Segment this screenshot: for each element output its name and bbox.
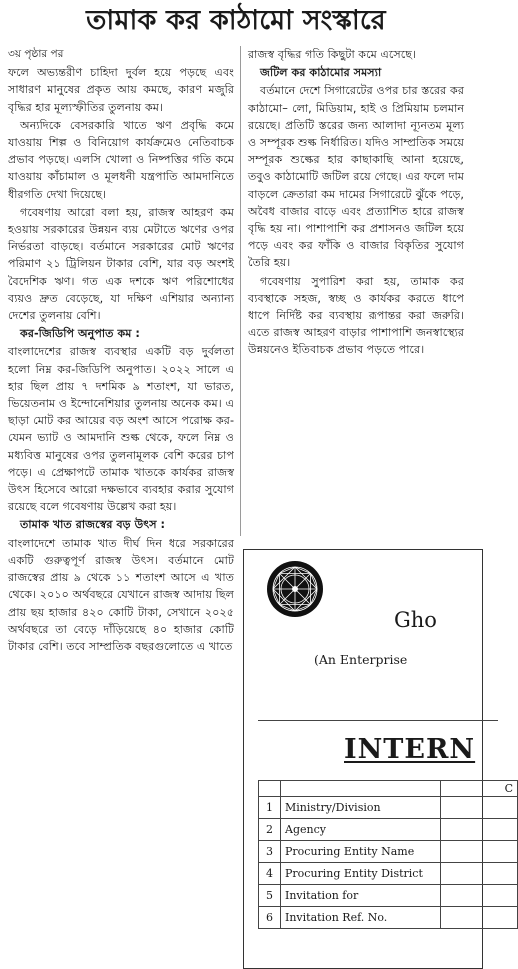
row-label: Invitation for	[281, 885, 441, 907]
row-value	[441, 841, 518, 863]
row-value	[441, 863, 518, 885]
article-paragraph: বাংলাদেশের রাজস্ব ব্যবস্থার একটি বড় দুর্বলতা হলো নিম্ন কর-জিডিপি অনুপাত। ২০২২ সালে এ হার ছিল প্রায় ৭ দশমিক ৯ শতাংশ, যা ভারত, ভিয়েতনাম ও ইন্দোনেশিয়ার তুলনায় অনেক কম। এ ছাড়া মোট কর আয়ের বড় অংশ আসে পরোক্ষ কর- যেমন ভ্যাট ও আমদানি শুল্ক থেকে, ফলে নিম্ন ও মধ্যবিত্ত মানুষের ওপর তুলনামূলক বেশি করের চাপ পড়ে। এ প্রেক্ষাপটে তামাক খাতকে কার্যকর রাজস্ব উৎস হিসেবে আরো দক্ষভাবে ব্যবহার করার সুযোগ রয়েছে বলে গবেষণায় উল্লেখ করা হয়।	[8, 345, 234, 514]
row-value	[441, 885, 518, 907]
article-headline: তামাক কর কাঠামো সংস্কারে	[86, 4, 386, 36]
column-divider	[240, 46, 241, 536]
organization-logo-icon	[266, 560, 324, 618]
notice-table	[258, 780, 518, 929]
row-label: Agency	[281, 819, 441, 841]
row-number: 3	[259, 841, 281, 863]
notice-title: INTERN	[344, 734, 476, 765]
article-paragraph: রাজস্ব বৃদ্ধির গতি কিছুটা কমে এসেছে।	[248, 48, 417, 61]
notice-divider	[258, 720, 498, 721]
article-dateline: ৩য় পৃষ্ঠার পর	[8, 48, 64, 60]
article-column-right	[248, 46, 464, 360]
table-row	[259, 907, 518, 929]
table-row	[259, 885, 518, 907]
table-header-cell: C	[441, 781, 518, 797]
row-number: 4	[259, 863, 281, 885]
article-paragraph: বর্তমানে দেশে সিগারেটের ওপর চার স্তরের কর কাঠামো– লো, মিডিয়াম, হাই ও প্রিমিয়াম চলমান রয়েছে। প্রতিটি স্তরের জন্য আলাদা ন্যূনতম মূল্য ও সম্পূরক শুল্ক নির্ধারিত। যদিও সাম্প্রতিক সময়ে সম্পূরক শুল্কের হার কাছাকাছি আনা হয়েছে, তবুও কাঠামোটি জটিল রয়ে গেছে। এর ফলে দাম বাড়লে ক্রেতারা কম দামের সিগারেটে ঝুঁকে পড়ে, অবৈধ বাজার বাড়ে এবং প্রত্যাশিত হারে রাজস্ব বৃদ্ধি হয় না। পাশাপাশি কর প্রশাসনও জটিল হয়ে পড়ে এবং কর ফাঁকি ও বাজার বিকৃতির সুযোগ তৈরি হয়।	[248, 84, 464, 270]
article-subheading: তামাক খাত রাজস্বের বড় উৎস :	[20, 518, 166, 532]
row-label: Ministry/Division	[281, 797, 441, 819]
row-value	[441, 819, 518, 841]
article-column-left	[8, 46, 234, 656]
article-subheading: কর-জিডিপি অনুপাত কম :	[20, 327, 140, 341]
row-number: 5	[259, 885, 281, 907]
row-number: 6	[259, 907, 281, 929]
article-paragraph: গবেষণায় সুপারিশ করা হয়, তামাক কর ব্যবস্থাকে সহজ, স্বচ্ছ ও কার্যকর করতে ধাপে ধাপে নির্দিষ্ট কর ব্যবস্থায় রূপান্তর করা জরুরি। এতে রাজস্ব আহরণ বাড়ার পাশাপাশি জনস্বাস্থ্যের উন্নয়নেও ইতিবাচক প্রভাব পড়তে পারে।	[248, 274, 464, 357]
row-label: Procuring Entity Name	[281, 841, 441, 863]
row-number: 1	[259, 797, 281, 819]
table-row	[259, 863, 518, 885]
row-value	[441, 797, 518, 819]
article-paragraph: অন্যদিকে বেসরকারি খাতে ঋণ প্রবৃদ্ধি কমে যাওয়ায় শিল্প ও বিনিয়োগ কার্যক্রমেও নেতিবাচক প্রভাব পড়ছে। এলসি খোলা ও নিষ্পত্তির গতি কমে যাওয়ায় কাঁচামাল ও মূলধনী যন্ত্রপাতি আমদানিতে ধীরগতি দেখা দিয়েছে।	[8, 118, 234, 201]
article-subheading: জটিল কর কাঠামোর সমস্যা	[260, 66, 382, 80]
article-paragraph: গবেষণায় আরো বলা হয়, রাজস্ব আহরণ কম হওয়ায় সরকারের উন্নয়ন ব্যয় মেটাতে ঋণের ওপর নির্ভরতা বাড়ছে। বর্তমানে সরকারের মোট ঋণের পরিমাণ ২১ ট্রিলিয়ন টাকার বেশি, যার বড় অংশই বৈদেশিক ঋণ। গত এক দশকে ঋণ পরিশোধের ব্যয়ও দ্রুত বেড়েছে, যা দক্ষিণ এশিয়ার অন্যান্য দেশের তুলনায় বেশি।	[8, 205, 234, 323]
table-row	[259, 819, 518, 841]
article-paragraph: ফলে অভ্যন্তরীণ চাহিদা দুর্বল হয়ে পড়ছে এবং সাধারণ মানুষের প্রকৃত আয় কমছে, কারণ মজুরি বৃদ্ধির হার মূল্যস্ফীতির তুলনায় কম।	[8, 66, 234, 114]
row-number: 2	[259, 819, 281, 841]
row-label: Invitation Ref. No.	[281, 907, 441, 929]
tender-notice	[243, 549, 513, 969]
article-paragraph: বাংলাদেশে তামাক খাত দীর্ঘ দিন ধরে সরকারের একটি গুরুত্বপূর্ণ রাজস্ব উৎস। বর্তমানে মোট রাজস্বের প্রায় ৯ থেকে ১১ শতাংশ আসে এ খাত থেকে। ২০১০ অর্থবছরে যেখানে রাজস্ব আদায় ছিল প্রায় ছয় হাজার ৪২০ কোটি টাকা, সেখানে ২০২৫ অর্থবছরে তা বেড়ে দাঁড়িয়েছে ৪০ হাজার কোটি টাকার বেশি। তবে সাম্প্রতিক বছরগুলোতে এ খাতে	[8, 536, 234, 653]
table-header-row	[259, 781, 518, 797]
table-row	[259, 841, 518, 863]
organization-subtitle: (An Enterprise	[314, 652, 408, 667]
row-value	[441, 907, 518, 929]
row-label: Procuring Entity District	[281, 863, 441, 885]
table-row	[259, 797, 518, 819]
organization-name: Gho	[394, 608, 437, 632]
